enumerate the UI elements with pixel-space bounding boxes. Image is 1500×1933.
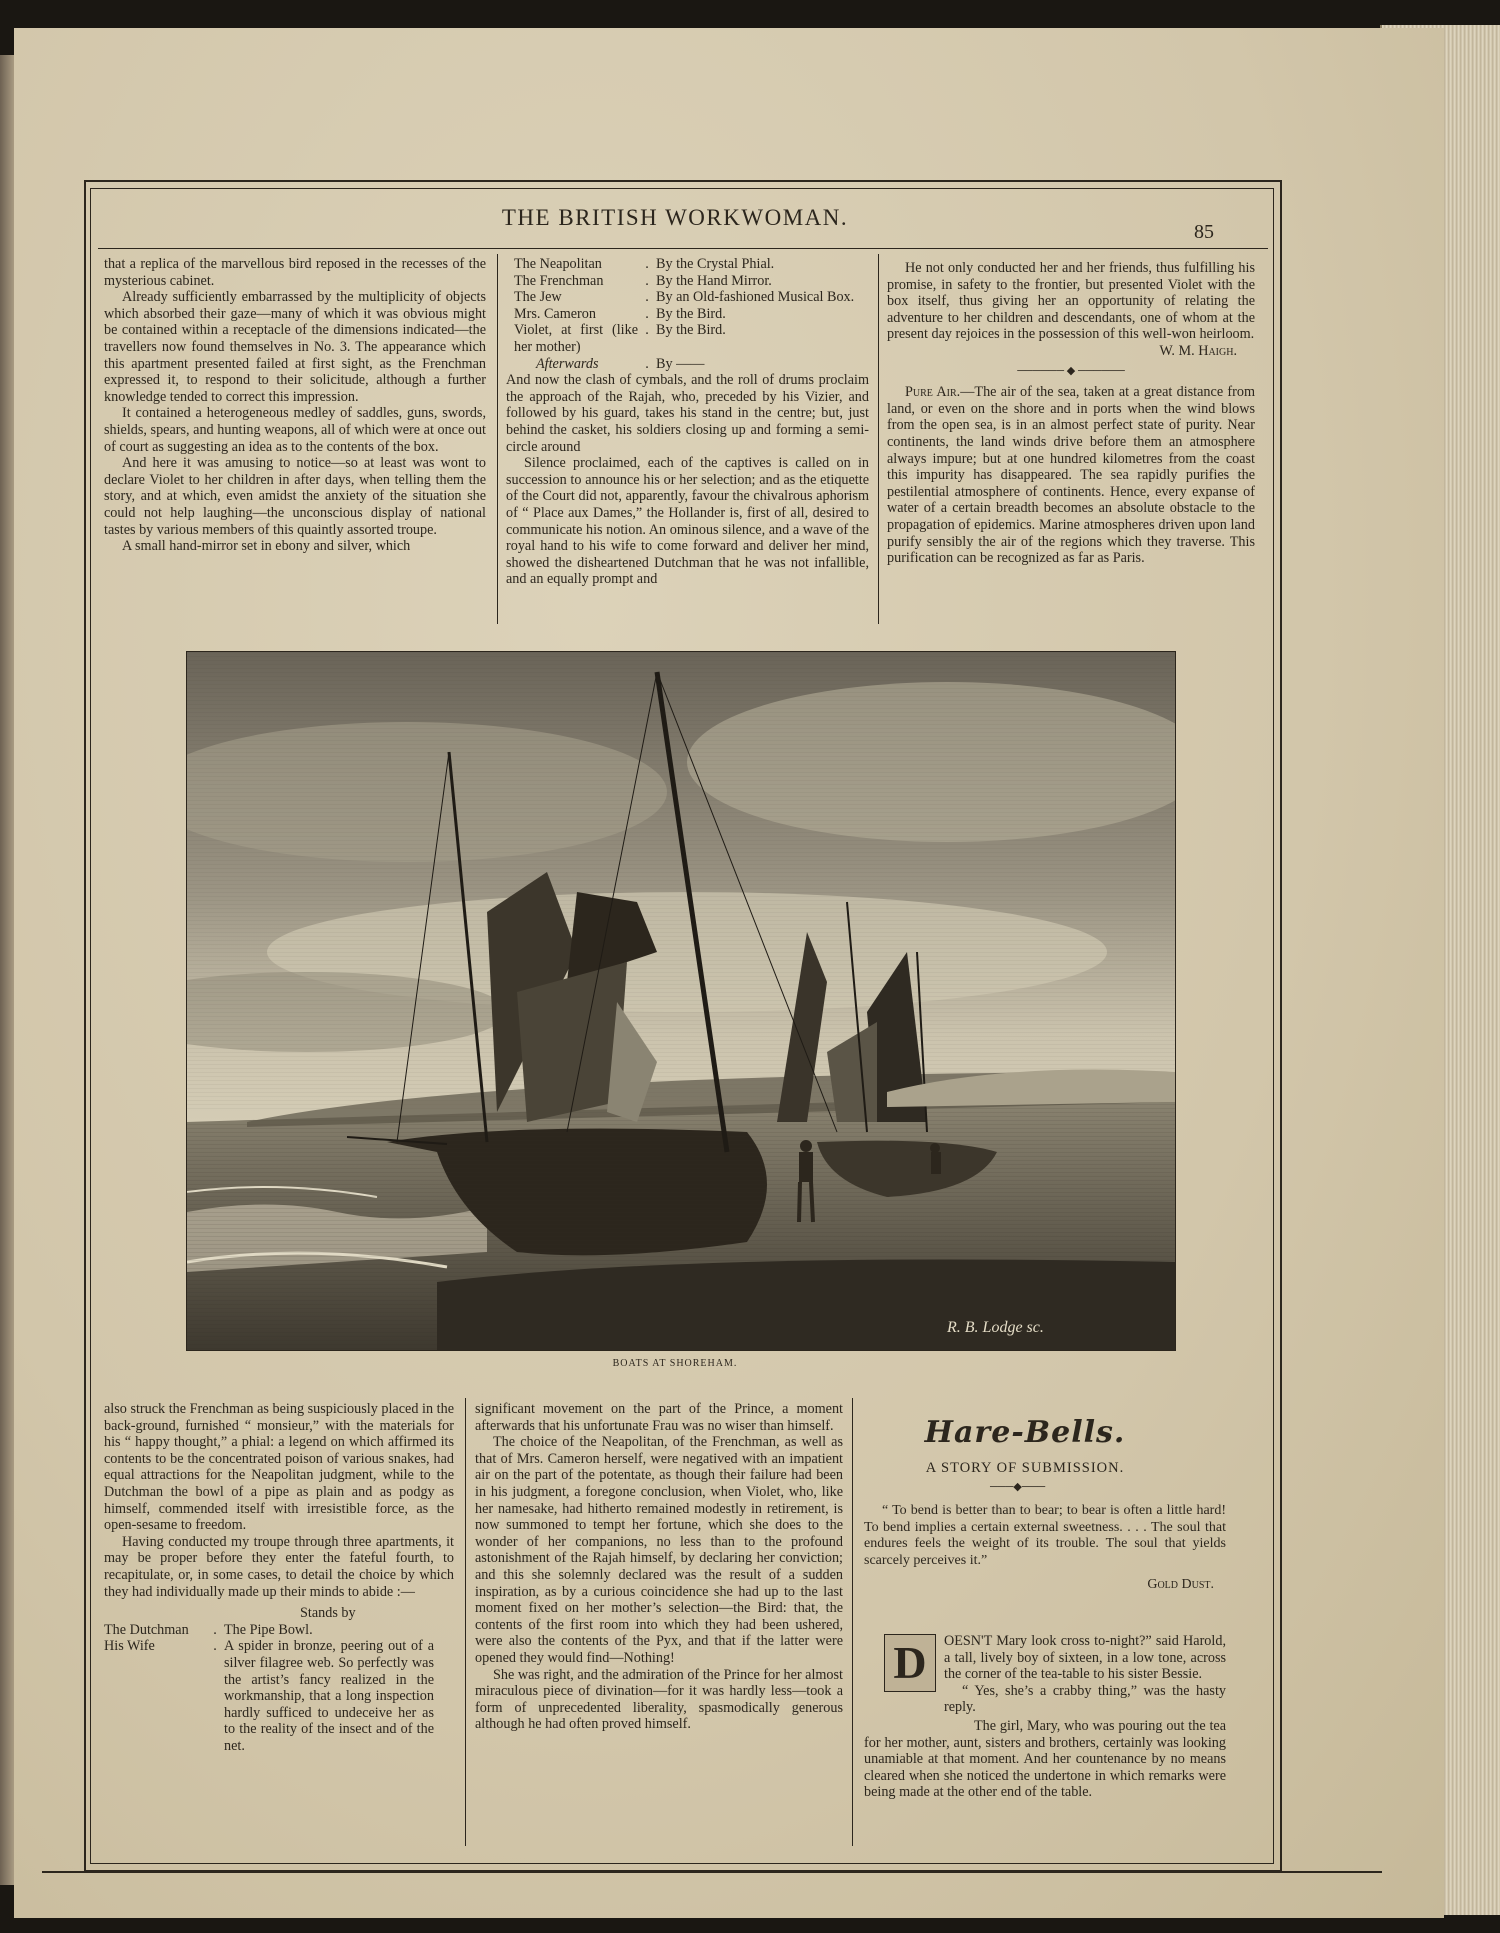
epigraph-source: Gold Dust. — [1147, 1577, 1214, 1593]
paragraph: The girl, Mary, who was pouring out the tea for her mother, aunt, sisters and brothers, certainly was looking unamiable at that moment. And her countenance by no means cleared when she noticed the undertone in which remarks were being made at the other end of the table. — [864, 1718, 1226, 1801]
column-divider — [878, 254, 879, 624]
paragraph: He not only conducted her and her friends, thus fulfilling his promise, in safety to the frontier, but presented Violet with the box itself, thus giving her an opportunity of relating the adventure to her children and descendants, one of whom at the present day rejoices in the possession of this well-won heirloom. — [887, 260, 1255, 343]
story-subtitle: A STORY OF SUBMISSION. — [925, 1460, 1125, 1476]
choice-row: The Dutchman . The Pipe Bowl. — [104, 1621, 313, 1638]
bottom-rule — [42, 1871, 1382, 1873]
illustration-caption: BOATS AT SHOREHAM. — [612, 1358, 738, 1369]
ornament-divider: ────── ◆ ────── — [1017, 364, 1125, 377]
column-3-top — [887, 260, 1255, 567]
paragraph: It contained a heterogeneous medley of saddles, guns, swords, shields, spears, and hunting weapons, all of which were at once out of court as suggesting an idea as to the contents of the box. — [104, 405, 486, 455]
paragraph: “ Yes, she’s a crabby thing,” was the hasty reply. — [944, 1682, 1226, 1716]
page-number: 85 — [1194, 221, 1214, 243]
paragraph: also struck the Frenchman as being suspiciously placed in the back-ground, furnished “ monsieur,” with the materials for his “ happy thought,” a phial: a legend on which affirmed its contents to be the concentrated poison of various snakes, had equal attractions for the Neapolitan judgment, while to the Dutchman the bowl of a pipe as plain and as podgy as himself, commended itself with irresistible force, as the open-sesame to freedom. — [104, 1401, 454, 1534]
story-body — [864, 1718, 1226, 1801]
paragraph: Pure Air.—The air of the sea, taken at a great distance from land, or even on the shore and in ports when the wind blows from the open sea, is in an almost perfect state of purity. Near continents, the land winds drive before them an atmosphere always impure; but at one hundred kilometres from the coast this impurity has disappeared. The sea rapidly purifies the pestilential atmosphere of continents. Hence, every expanse of water of a certain breadth becomes an absolute obstacle to the propagation of epidemics. Marine atmospheres driven upon land purify sensibly the air of the regions which they traverse. This purification can be recognized as far as Paris. — [887, 384, 1255, 567]
paragraph: And here it was amusing to notice—so at least was wont to declare Violet to her children in after days, when telling them the story, and at which, even amidst the anxiety of the situation she could not help laughing—the unconscious display of national tastes by various members of this quaintly assorted troupe. — [104, 455, 486, 538]
header-rule — [98, 248, 1268, 249]
cast-list — [506, 256, 854, 372]
cast-row: The Jew . By an Old-fashioned Musical Box. — [514, 289, 855, 306]
engraving-boats-at-shoreham — [186, 651, 1176, 1351]
dutch-list — [104, 1622, 454, 1755]
paragraph: Already sufficiently embarrassed by the multiplicity of objects which absorbed their gaze—many of which it was obvious might be contained within a receptacle of the dimensions indicated—the travellers now found themselves in No. 3. The appearance which this apartment presented failed at first sight, as the Frenchman expressed it, to respond to their solicitude, although a further knowledge tended to correct this impression. — [104, 289, 486, 405]
paragraph: that a replica of the marvellous bird reposed in the recesses of the mysterious cabinet. — [104, 256, 486, 289]
paragraph: OESN'T Mary look cross to-night?” said Harold, a tall, lively boy of sixteen, in a low tone, across the corner of the tea-table to his sister Bessie. — [944, 1633, 1226, 1683]
column-divider — [465, 1398, 466, 1846]
choice-row: His Wife . A spider in bronze, peering out of a silver filagree web. So perfectly was the artist’s fancy realized in the workmanship, that a long inspection hardly sufficed to undeceive her as to the reality of the insect and of the net. — [104, 1638, 434, 1754]
paragraph: She was right, and the admiration of the Prince for her almost miraculous piece of divination—for it was hardly less—took a form of unprecedented liberality, spasmodically generous although he had often proved himself. — [475, 1666, 843, 1733]
paragraph: The choice of the Neapolitan, of the Frenchman, as well as that of Mrs. Cameron herself, were negatived with an impatient air on the part of the potentate, as though their failure had been in his judgment, a foregone conclusion, when Violet, who, like her namesake, had hitherto remained modestly in retirement, is now summoned to tempt her fortune, which she does to the wonder of her companions, no less than to the profound astonishment of the Rajah himself, by declaring her conviction; and this she solemnly declared was the result of a sudden inspiration, as by a curious coincidence she had up to the last moment fixed on her mother’s selection—the Bird: that, the contents of the first room into which they had been ushered, were also the contents of the Pyx, and that if the latter were opened they would find—Nothing! — [475, 1434, 843, 1666]
paragraph: Having conducted my troupe through three apartments, it may be proper before they enter the fateful fourth, to recapitulate, or, in some cases, to detail the choice by which they had individually made up their minds to abide :— — [104, 1533, 454, 1600]
page — [14, 28, 1444, 1918]
story-title: Hare-Bells. — [924, 1415, 1126, 1450]
story-opening — [944, 1633, 1226, 1716]
column-1-top — [104, 256, 486, 555]
paragraph: A small hand-mirror set in ebony and silver, which — [122, 538, 411, 555]
epigraph — [864, 1503, 1226, 1594]
paragraph: significant movement on the part of the Prince, a moment afterwards that his unfortunate Frau was no wiser than himself. — [475, 1401, 843, 1434]
cast-row: Mrs. Cameron . By the Bird. — [514, 305, 726, 322]
cast-row: Afterwards . By —— — [536, 355, 705, 372]
drop-cap: D — [884, 1634, 936, 1692]
epigraph-text: “ To bend is better than to bear; to bear is often a little hard! To bend implies a certain external sweetness. . . . The soul that endures feels the weight of its trouble. The soul that yields scarcely perceives it.” — [864, 1503, 1226, 1568]
paragraph: Silence proclaimed, each of the captives is called on in succession to announce his or her selection; and as the etiquette of the Court did not, apparently, favour the chivalrous aphorism of “ Place aux Dames,” the Hollander is, first of all, desired to communicate his notion. An ominous silence, and a wave of the royal hand to his wife to come forward and deliver her mind, showed the disheartened Dutchman that he was not infallible, and an equally prompt and — [506, 455, 869, 588]
boats-illustration — [187, 652, 1175, 1350]
running-title: THE BRITISH WORKWOMAN. — [501, 205, 849, 230]
paragraph: And now the clash of cymbals, and the roll of drums proclaim the approach of the Rajah, who, preceded by his Vizier, and followed by his guard, takes his stand in the centre; but, just behind the casket, his soldiers closing up and forming a semi-circle around — [506, 372, 869, 455]
column-1-bottom — [104, 1401, 454, 1754]
column-2-top — [506, 256, 869, 588]
column-divider — [852, 1398, 853, 1846]
cast-row: The Frenchman . By the Hand Mirror. — [514, 272, 772, 289]
cast-row: The Neapolitan . By the Crystal Phial. — [514, 256, 775, 272]
column-2-bottom — [475, 1401, 843, 1733]
ornament-divider: ───◆─── — [990, 1481, 1046, 1493]
cast-row: Violet, at first (like her mother) . By the Bird. — [514, 322, 726, 355]
column-divider — [497, 254, 498, 624]
signature: W. M. Haigh. — [1159, 342, 1237, 359]
engraver-signature: R. B. Lodge sc. — [947, 1319, 1044, 1336]
binding-gutter — [0, 55, 14, 1885]
stands-by-heading: Stands by — [300, 1605, 356, 1622]
